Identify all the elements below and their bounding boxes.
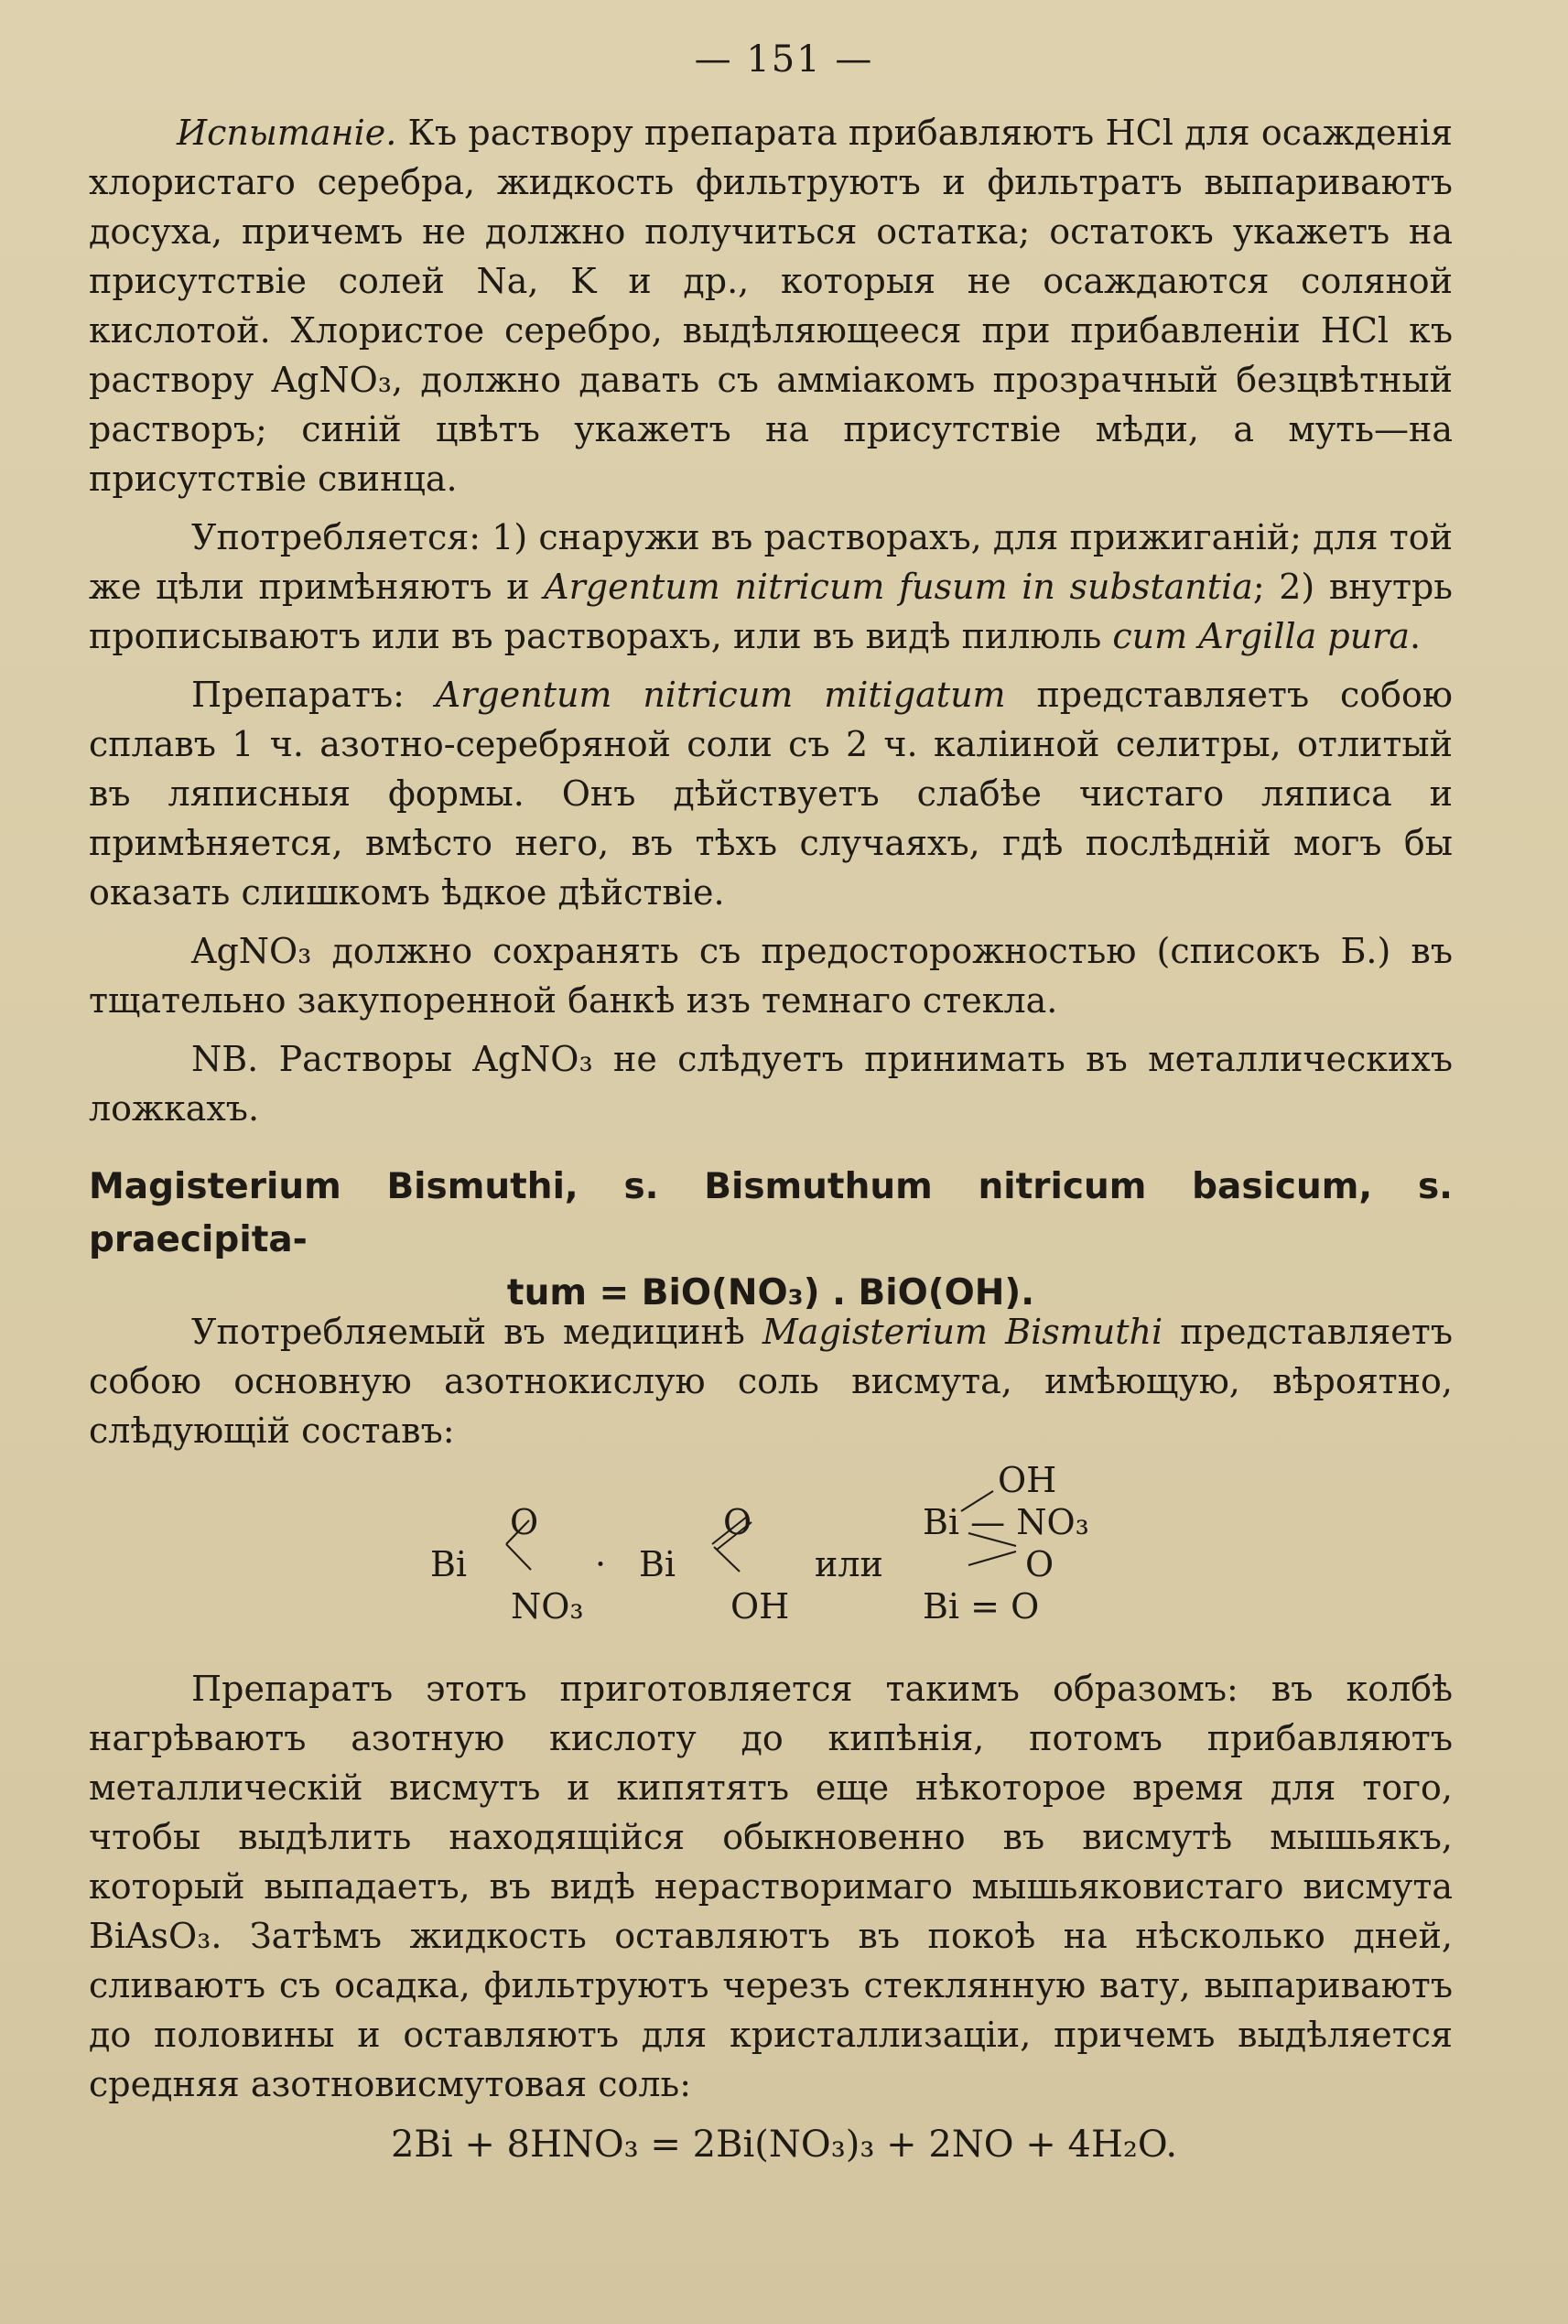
- paragraph-storage: AgNO₃ должно сохранять съ предосторожностью (списокъ Б.) въ тщательно закупоренной банкѣ изъ темнаго стекла.: [89, 931, 1453, 1021]
- formula-o-3: O: [1025, 1544, 1054, 1584]
- usage-latin-2: cum Argilla pura: [1112, 616, 1410, 656]
- intro-latin: Magisterium Bismuthi: [762, 1312, 1163, 1352]
- paragraph-usage: [89, 513, 1453, 661]
- paragraph-nb: NB. Растворы AgNO₃ не слѣдуетъ принимать въ металлическихъ ложкахъ.: [89, 1039, 1453, 1129]
- prep-text-2: представляетъ собою сплавъ 1 ч. азотно-серебряной соли съ 2 ч. каліиной селитры, отлитый въ ляписныя формы. Онъ дѣйствуетъ слабѣе чистаго ляписа и примѣняется, вмѣсто него, въ тѣхъ случаяхъ, гдѣ послѣдній могъ бы оказать слишкомъ ѣдкое дѣйствіе.: [89, 675, 1454, 913]
- paragraph-preparation: [89, 670, 1453, 917]
- formula-oh-2: OH: [998, 1460, 1057, 1500]
- text-block-top: [89, 108, 1453, 1133]
- bond-7: [968, 1551, 1016, 1565]
- usage-text-1: Употребляется: 1) снаружи въ растворахъ, для прижиганій; для той же цѣли примѣняютъ и: [89, 517, 1453, 607]
- text-block-bismuth: [89, 1307, 1453, 1455]
- formula-o-2: O: [723, 1502, 752, 1542]
- usage-text-3: .: [1410, 616, 1422, 656]
- bond-4: [714, 1547, 740, 1572]
- prep-latin: Argentum nitricum mitigatum: [435, 675, 1006, 715]
- section-heading: [89, 1161, 1453, 1320]
- bond-2: [506, 1544, 531, 1570]
- test-lead: Испытаніе.: [177, 113, 397, 153]
- formula-dot: ·: [595, 1544, 607, 1584]
- text-block-prep: [89, 1664, 1453, 2109]
- heading-line-2: tum = BiO(NO₃) . BiO(OH).: [506, 1272, 1035, 1313]
- formula-no3-1: NO₃: [511, 1586, 584, 1627]
- heading-line-1: Magisterium Bismuthi, s. Bismuthum nitricum basicum, s. praecipita-: [89, 1166, 1453, 1260]
- intro-text-2: представляетъ собою основную азотнокислую соль висмута, имѣющую, вѣроятно, слѣдующій составъ:: [89, 1312, 1453, 1451]
- formula-bi-1: Bi: [430, 1544, 468, 1584]
- reaction-equation: 2Bi + 8HNO₃ = 2Bi(NO₃)₃ + 2NO + 4H₂O.: [390, 2124, 1178, 2166]
- formula-bi-no3: Bi — NO₃: [923, 1502, 1089, 1542]
- paragraph-test: [89, 108, 1453, 503]
- prep-text-1: Препаратъ:: [191, 675, 436, 715]
- page-number: — 151 —: [694, 38, 874, 81]
- formula-bi-eq-o: Bi = O: [923, 1586, 1040, 1627]
- paragraph-preparation-method: Препаратъ этотъ приготовляется такимъ образомъ: въ колбѣ нагрѣваютъ азотную кислоту до кипѣнія, потомъ прибавляютъ металлическій висмутъ и кипятятъ еще нѣкоторое время для того, чтобы выдѣлить находящійся обыкновенно въ висмутѣ мышьякъ, который выпадаетъ, въ видѣ нерастворимаго мышьяковистаго висмута BiAsO₃. Затѣмъ жидкость оставляютъ въ покоѣ на нѣсколько дней, сливаютъ съ осадка, фильтруютъ черезъ стеклянную вату, выпариваютъ до половины и оставляютъ для кристаллизаціи, причемъ выдѣляется средняя азотновисмутовая соль:: [89, 1669, 1453, 2104]
- test-text: Къ раствору препарата прибавляютъ HCl для осажденія хлористаго серебра, жидкость фильтруютъ и фильтратъ выпариваютъ досуха, причемъ не должно получиться остатка; остатокъ укажетъ на присутствіе солей Na, K и др., которыя не осаждаются соляной кислотой. Хлористое серебро, выдѣляющееся при прибавленіи HCl къ раствору AgNO₃, должно давать съ амміакомъ прозрачный безцвѣтный растворъ; синій цвѣтъ укажетъ на присутствіе мѣди, а муть—на присутствіе свинца.: [89, 113, 1453, 499]
- usage-latin-1: Argentum nitricum fusum in substantia: [544, 567, 1253, 607]
- formula-oh-1: OH: [730, 1586, 790, 1627]
- paragraph-bismuth-intro: [89, 1307, 1453, 1455]
- formula-bi-2: Bi: [639, 1544, 676, 1584]
- structural-formula: [421, 1460, 1153, 1643]
- intro-text-1: Употребляемый въ медицинѣ: [191, 1312, 762, 1352]
- formula-o-1: O: [510, 1502, 539, 1542]
- formula-or: или: [815, 1544, 883, 1584]
- usage-text-2: ; 2) внутрь прописываютъ или въ растворахъ, или въ видѣ пилюль: [89, 567, 1453, 656]
